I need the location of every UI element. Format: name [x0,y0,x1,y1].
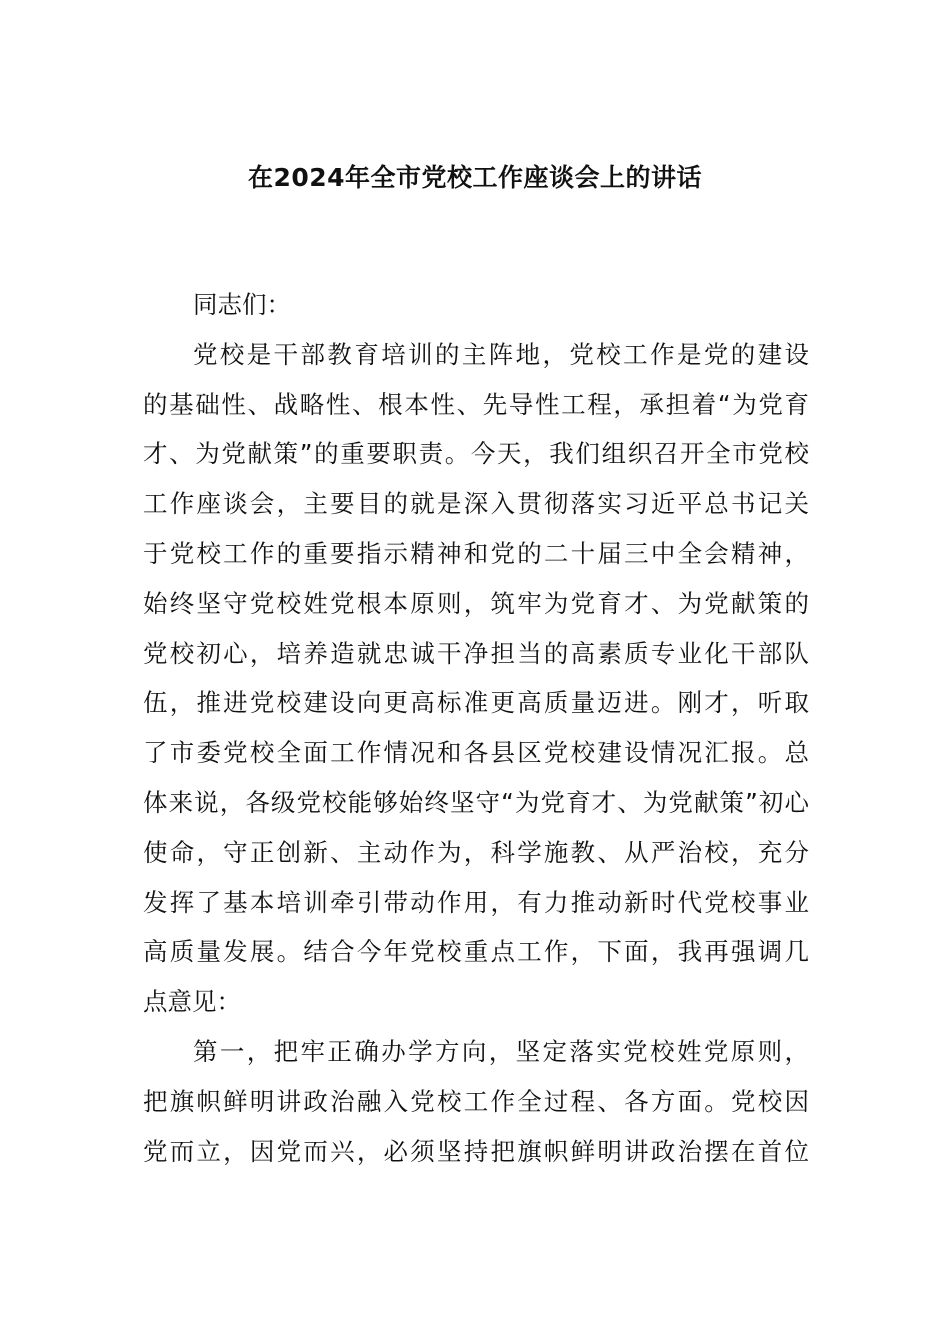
paragraph-line: 党校初心，培养造就忠诚干净担当的高素质专业化干部队 [143,638,809,668]
paragraph-line: 第一，把牢正确办学方向，坚定落实党校姓党原则， [193,1036,809,1066]
paragraph-line: 体来说，各级党校能够始终坚守“为党育才、为党献策”初心 [143,787,809,817]
paragraph-line: 点意见： [143,987,241,1017]
paragraph-line: 工作座谈会，主要目的就是深入贯彻落实习近平总书记关 [143,489,809,519]
paragraph-line: 党校是干部教育培训的主阵地，党校工作是党的建设 [193,339,809,369]
paragraph-line: 把旗帜鲜明讲政治融入党校工作全过程、各方面。党校因 [143,1086,809,1116]
paragraph-line: 使命，守正创新、主动作为，科学施教、从严治校，充分 [143,837,809,867]
paragraph-line: 高质量发展。结合今年党校重点工作，下面，我再强调几 [143,937,809,967]
document-title: 在2024年全市党校工作座谈会上的讲话 [247,163,703,192]
paragraph-line: 才、为党献策”的重要职责。今天，我们组织召开全市党校 [143,439,809,469]
paragraph-line: 党而立，因党而兴，必须坚持把旗帜鲜明讲政治摆在首位 [143,1136,809,1166]
salutation: 同志们： [193,290,291,319]
document-body [143,280,809,1176]
paragraph-line: 的基础性、战略性、根本性、先导性工程，承担着“为党育 [143,389,809,419]
paragraph-line: 伍，推进党校建设向更高标准更高质量迈进。刚才，听取 [143,688,809,718]
paragraph-line: 于党校工作的重要指示精神和党的二十届三中全会精神， [143,538,809,568]
paragraph-line: 了市委党校全面工作情况和各县区党校建设情况汇报。总 [143,738,809,768]
paragraph-line: 始终坚守党校姓党根本原则，筑牢为党育才、为党献策的 [143,588,809,618]
paragraph-line: 发挥了基本培训牵引带动作用，有力推动新时代党校事业 [143,887,809,917]
